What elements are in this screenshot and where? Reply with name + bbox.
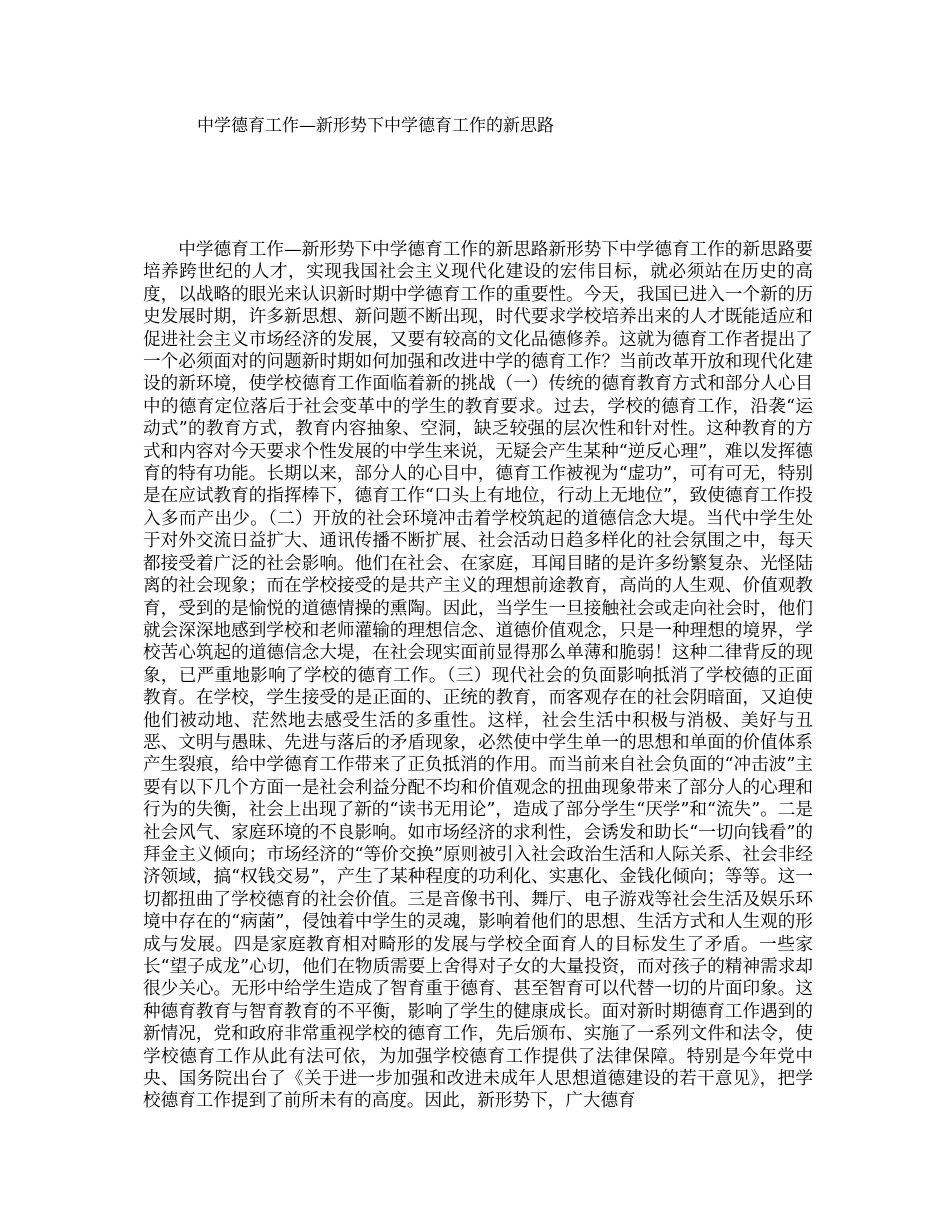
document-title: 中学德育工作—新形势下中学德育工作的新思路 bbox=[197, 116, 554, 136]
document-body-paragraph: 中学德育工作—新形势下中学德育工作的新思路新形势下中学德育工作的新思路要培养跨世纪的人才，实现我国社会主义现代化建设的宏伟目标，就必须站在历史的高度，以战略的眼光来认识新时期中学德育工作的重要性。今天，我国已进入一个新的历史发展时期，许多新思想、新问题不断出现，时代要求学校培养出来的人才既能适应和促进社会主义市场经济的发展，又要有较高的文化品德修养。这就为德育工作者提出了一个必须面对的问题新时期如何加强和改进中学的德育工作？当前改革开放和现代化建设的新环境，使学校德育工作面临着新的挑战（一）传统的德育教育方式和部分人心目中的德育定位落后于社会变革中的学生的教育要求。过去，学校的德育工作，沿袭“运动式”的教育方式，教育内容抽象、空洞，缺乏较强的层次性和针对性。这种教育的方式和内容对今天要求个性发展的中学生来说，无疑会产生某种“逆反心理”，难以发挥德育的特有功能。长期以来，部分人的心目中，德育工作被视为“虚功”，可有可无，特别是在应试教育的指挥棒下，德育工作“口头上有地位，行动上无地位”，致使德育工作投入多而产出少。（二）开放的社会环境冲击着学校筑起的道德信念大堤。当代中学生处于对外交流日益扩大、通讯传播不断扩展、社会活动日趋多样化的社会氛围之中，每天都接受着广泛的社会影响。他们在社会、在家庭，耳闻目睹的是许多纷繁复杂、光怪陆离的社会现象；而在学校接受的是共产主义的理想前途教育，高尚的人生观、价值观教育，受到的是愉悦的道德情操的熏陶。因此，当学生一旦接触社会或走向社会时，他们就会深深地感到学校和老师灌输的理想信念、道德价值观念，只是一种理想的境界，学校苦心筑起的道德信念大堤，在社会现实面前显得那么单薄和脆弱！这种二律背反的现象，已严重地影响了学校的德育工作。（三）现代社会的负面影响抵消了学校德的正面教育。在学校，学生接受的是正面的、正统的教育，而客观存在的社会阴暗面，又迫使他们被动地、茫然地去感受生活的多重性。这样，社会生活中积极与消极、美好与丑恶、文明与愚昧、先进与落后的矛盾现象，必然使中学生单一的思想和单面的价值体系产生裂痕，给中学德育工作带来了正负抵消的作用。而当前来自社会负面的“冲击波”主要有以下几个方面一是社会利益分配不均和价值观念的扭曲现象带来了部分人的心理和行为的失衡，社会上出现了新的“读书无用论”，造成了部分学生“厌学”和“流失”。二是社会风气、家庭环境的不良影响。如市场经济的求利性，会诱发和助长“一切向钱看”的拜金主义倾向；市场经济的“等价交换”原则被引入社会政治生活和人际关系、社会非经济领域，搞“权钱交易”，产生了某种程度的功利化、实惠化、金钱化倾向；等等。这一切都扭曲了学校德育的社会价值。三是音像书刊、舞厅、电子游戏等社会生活及娱乐环境中存在的“病菌”，侵蚀着中学生的灵魂，影响着他们的思想、生活方式和人生观的形成与发展。四是家庭教育相对畸形的发展与学校全面育人的目标发生了矛盾。一些家长“望子成龙”心切，他们在物质需要上舍得对子女的大量投资，而对孩子的精神需求却很少关心。无形中给学生造成了智育重于德育、甚至智育可以代替一切的片面印象。这种德育教育与智育教育的不平衡，影响了学生的健康成长。面对新时期德育工作遇到的新情况，党和政府非常重视学校的德育工作，先后颁布、实施了一系列文件和法令，使学校德育工作从此有法可依，为加强学校德育工作提供了法律保障。特别是今年党中央、国务院出台了《关于进一步加强和改进未成年人思想道德建设的若干意见》，把学校德育工作提到了前所未有的高度。因此，新形势下，广大德育 bbox=[143, 240, 813, 1112]
